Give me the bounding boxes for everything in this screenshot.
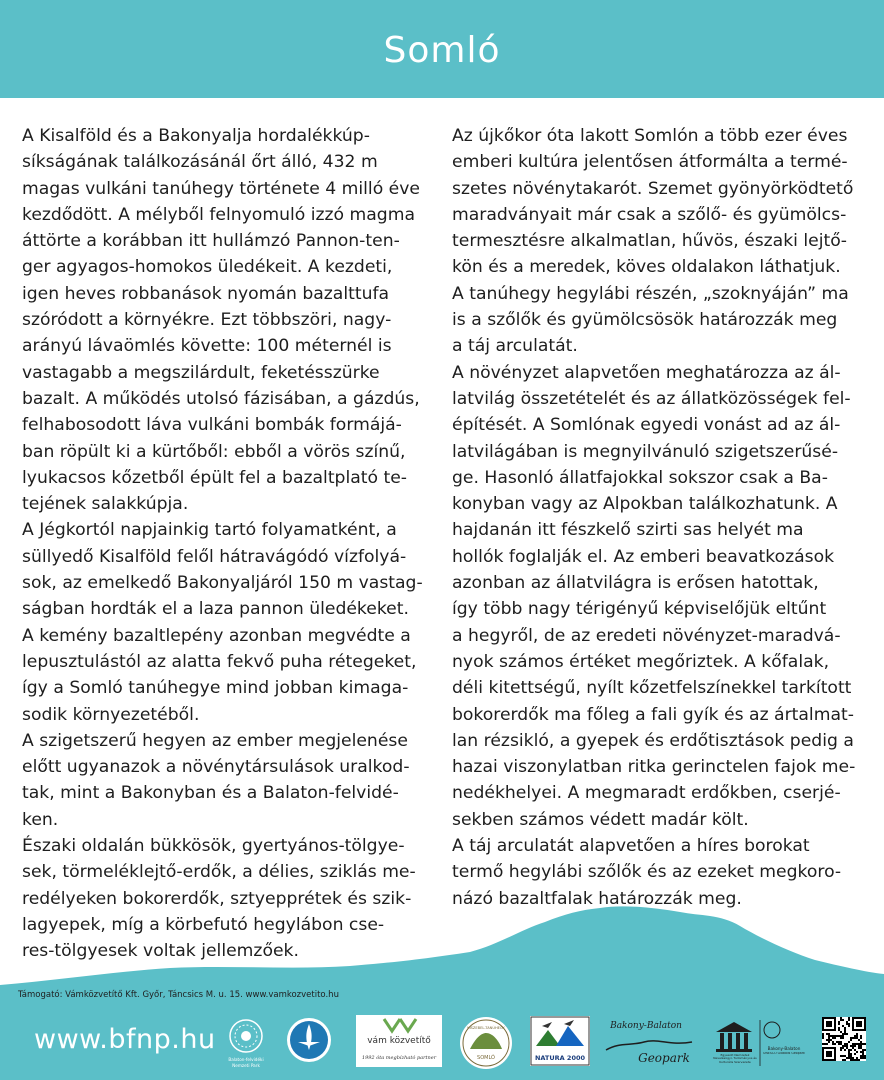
text-line: hollók foglalják el. Az emberi beavatkozások: [452, 546, 835, 567]
text-line: termő hegylábi szőlők és az ezeket megkoro-: [452, 862, 842, 883]
website-link[interactable]: www.bfnp.hu: [34, 1024, 216, 1055]
text-line: bokorerdők ma főleg a fali gyík és az ártalmat-: [452, 704, 854, 725]
text-line: déli kitettségű, nyílt kőzetfelszínekkel tarkított: [452, 678, 852, 699]
qr-code-icon[interactable]: [822, 1017, 866, 1061]
text-line: ban röpült ki a kürtőből: ebből a vörös színű,: [22, 441, 406, 462]
text-line: süllyedő Kisalföld felől hátravágódó vízfolyá-: [22, 546, 407, 567]
text-line: A Kisalföld és a Bakonyalja hordalékkúp-: [22, 126, 370, 146]
text-line: ger agyagos-homokos üledékeit. A kezdeti,: [22, 257, 393, 278]
unesco-right-sub: UNESCO Globális Geopark: [763, 1052, 805, 1055]
text-line: kön és a meredek, köves oldalakon láthatjuk.: [452, 257, 841, 278]
text-line: nedékhelyei. A megmaradt erdőkben, cserjé-: [452, 783, 841, 804]
text-line: szetes növénytakarót. Szemet gyönyörködtető: [452, 178, 854, 199]
text-line: tak, mint a Bakonyban és a Balaton-felvidé-: [22, 783, 399, 804]
text-line: építését. A Somlónak egyedi vonást ad az ál-: [452, 415, 841, 436]
natura2000-icon[interactable]: [530, 1016, 590, 1066]
text-line: nyok számos értéket megőriztek. A kőfalak,: [452, 651, 830, 672]
vamkozvetito-logo-icon[interactable]: [356, 1015, 442, 1067]
unesco-right-title: Bakony-Balaton: [767, 1046, 801, 1051]
text-line: sodik környezetéből.: [22, 704, 200, 725]
text-line: ken.: [22, 809, 59, 830]
text-line: kezdődött. A mélyből felnyomuló izzó magma: [22, 204, 415, 225]
text-line: hajdanán itt fészkelő szirti sas helyét ma: [452, 520, 804, 541]
bfnp-logo-icon[interactable]: [226, 1018, 266, 1073]
text-line: maradványait már csak a szőlő- és gyümölcs-: [452, 204, 847, 225]
text-line: vastagabb a megszilárdult, feketésszürke: [22, 362, 380, 383]
geopark-line2: Geopark: [638, 1051, 690, 1065]
text-line: A növényzet alapvetően meghatározza az ál-: [452, 362, 841, 383]
bfnp-line1: Balaton-felvidéki: [228, 1057, 264, 1062]
text-line: A szigetszerű hegyen az ember megjelenése: [22, 730, 408, 751]
geopark-logo-icon[interactable]: [600, 1016, 704, 1068]
text-line: előtt ugyanazok a növénytársulások uralkod-: [22, 757, 410, 778]
bird-logo-icon[interactable]: [286, 1014, 332, 1070]
text-line: ge. Hasonló állatfajokkal sokszor csak a Ba-: [452, 467, 828, 488]
text-line: ságban hordták el a laza pannon üledékeket.: [22, 599, 409, 620]
text-line: így a Somló tanúhegye mind jobban kimaga-: [22, 678, 409, 699]
vam-name: vám közvetítő: [367, 1036, 431, 1046]
text-line: sekben számos védett madár költ.: [452, 809, 749, 830]
left-text-column: [22, 123, 442, 965]
text-line: sek, törmeléklejtő-erdők, a délies, sziklás me-: [22, 862, 416, 883]
text-line: A kemény bazaltlepény azonban megvédte a: [22, 625, 411, 646]
text-line: latvilág összetételét és az állatközösségek fel-: [452, 388, 851, 409]
text-line: igen heves robbanások nyomán bazalttufa: [22, 283, 390, 304]
somlo-badge-icon[interactable]: [458, 1015, 514, 1071]
text-line: szóródott a környékre. Ezt többszöri, nagy-: [22, 310, 392, 331]
unesco-left-text: Egyesült Nemzetek Nevelésügyi, Tudományos és Kulturális Szervezete: [713, 1054, 757, 1064]
right-text-column: [452, 123, 872, 912]
geopark-line1: Bakony-Balaton: [610, 1021, 682, 1031]
text-line: sok, az emelkedő Bakonyaljáról 150 m vastag-: [22, 573, 423, 594]
text-line: bazalt. A működés utolsó fázisában, a gázdús,: [22, 388, 420, 409]
text-line: felhabosodott láva vulkáni bombák formájá-: [22, 415, 402, 436]
text-line: Az újkőkor óta lakott Somlón a több ezer éves: [452, 126, 848, 146]
somlo-badge-bottom: SOMLÓ: [477, 1055, 495, 1061]
text-line: lan rézsikló, a gyepek és erdőtisztások pedig a: [452, 730, 854, 751]
text-line: magas vulkáni tanúhegy története 4 milló éve: [22, 178, 421, 199]
text-line: emberi kultúra jelentősen átformálta a termé-: [452, 152, 848, 173]
text-line: latvilágában is megnyilvánuló szigetszerűsé-: [452, 441, 839, 462]
support-text: Támogató: Vámközvetítő Kft. Győr, Táncsics M. u. 15. www.vamkozvetito.hu: [18, 990, 339, 1000]
text-line: názó bazaltfalak határozzák meg.: [452, 888, 742, 909]
natura-text: NATURA 2000: [534, 1054, 586, 1062]
text-line: konyban vagy az Alpokban találkozhatunk. A: [452, 494, 838, 515]
text-line: áttörte a korábban itt hullámzó Pannon-ten-: [22, 231, 400, 252]
unesco-icon[interactable]: [712, 1016, 808, 1070]
vam-tagline: 1992 óta megbízható partner: [361, 1055, 437, 1061]
text-line: lepusztulástól az alatta fekvő puha rétegeket,: [22, 651, 417, 672]
text-line: a hegyről, de az eredeti növényzet-maradvá-: [452, 625, 841, 646]
text-line: hazai viszonylatban ritka gerinctelen fajok me-: [452, 757, 856, 778]
text-line: A táj arculatát alapvetően a híres borokat: [452, 836, 810, 857]
text-line: redélyeken bokorerdők, sztyepprétek és szik-: [22, 888, 412, 909]
text-line: Északi oldalán bükkösök, gyertyános-tölgye-: [22, 836, 405, 857]
text-line: lyukacsos kőzetből épült fel a bazaltplató te-: [22, 467, 408, 488]
page-title: Somló: [383, 30, 501, 71]
text-line: síkságának találkozásánál őrt álló, 432 m: [22, 152, 378, 173]
text-line: tejének salakkúpja.: [22, 494, 189, 515]
text-line: a táj arculatát.: [452, 336, 578, 357]
somlo-badge-top: KISZEBEL-TANÚHEGY: [467, 1026, 505, 1030]
bfnp-line2: Nemzeti Park: [232, 1063, 260, 1068]
text-line: A tanúhegy hegylábi részén, „szoknyáján” ma: [452, 283, 849, 304]
text-line: A Jégkortól napjainkig tartó folyamatként, a: [22, 520, 397, 541]
text-line: termesztésre alkalmatlan, hűvös, északi lejtő-: [452, 231, 847, 252]
text-line: is a szőlők és gyümölcsösök határozzák meg: [452, 310, 838, 331]
text-line: így több nagy térigényű képviselőjük eltűnt: [452, 599, 827, 620]
text-line: arányú lávaömlés követte: 100 méternél is: [22, 336, 392, 357]
text-line: azonban az állatvilágra is erősen hatottak,: [452, 573, 819, 594]
text-line: lagyepek, míg a körbefutó hegylábon cse-: [22, 914, 385, 935]
text-line: res-tölgyesek voltak jellemzőek.: [22, 941, 299, 962]
